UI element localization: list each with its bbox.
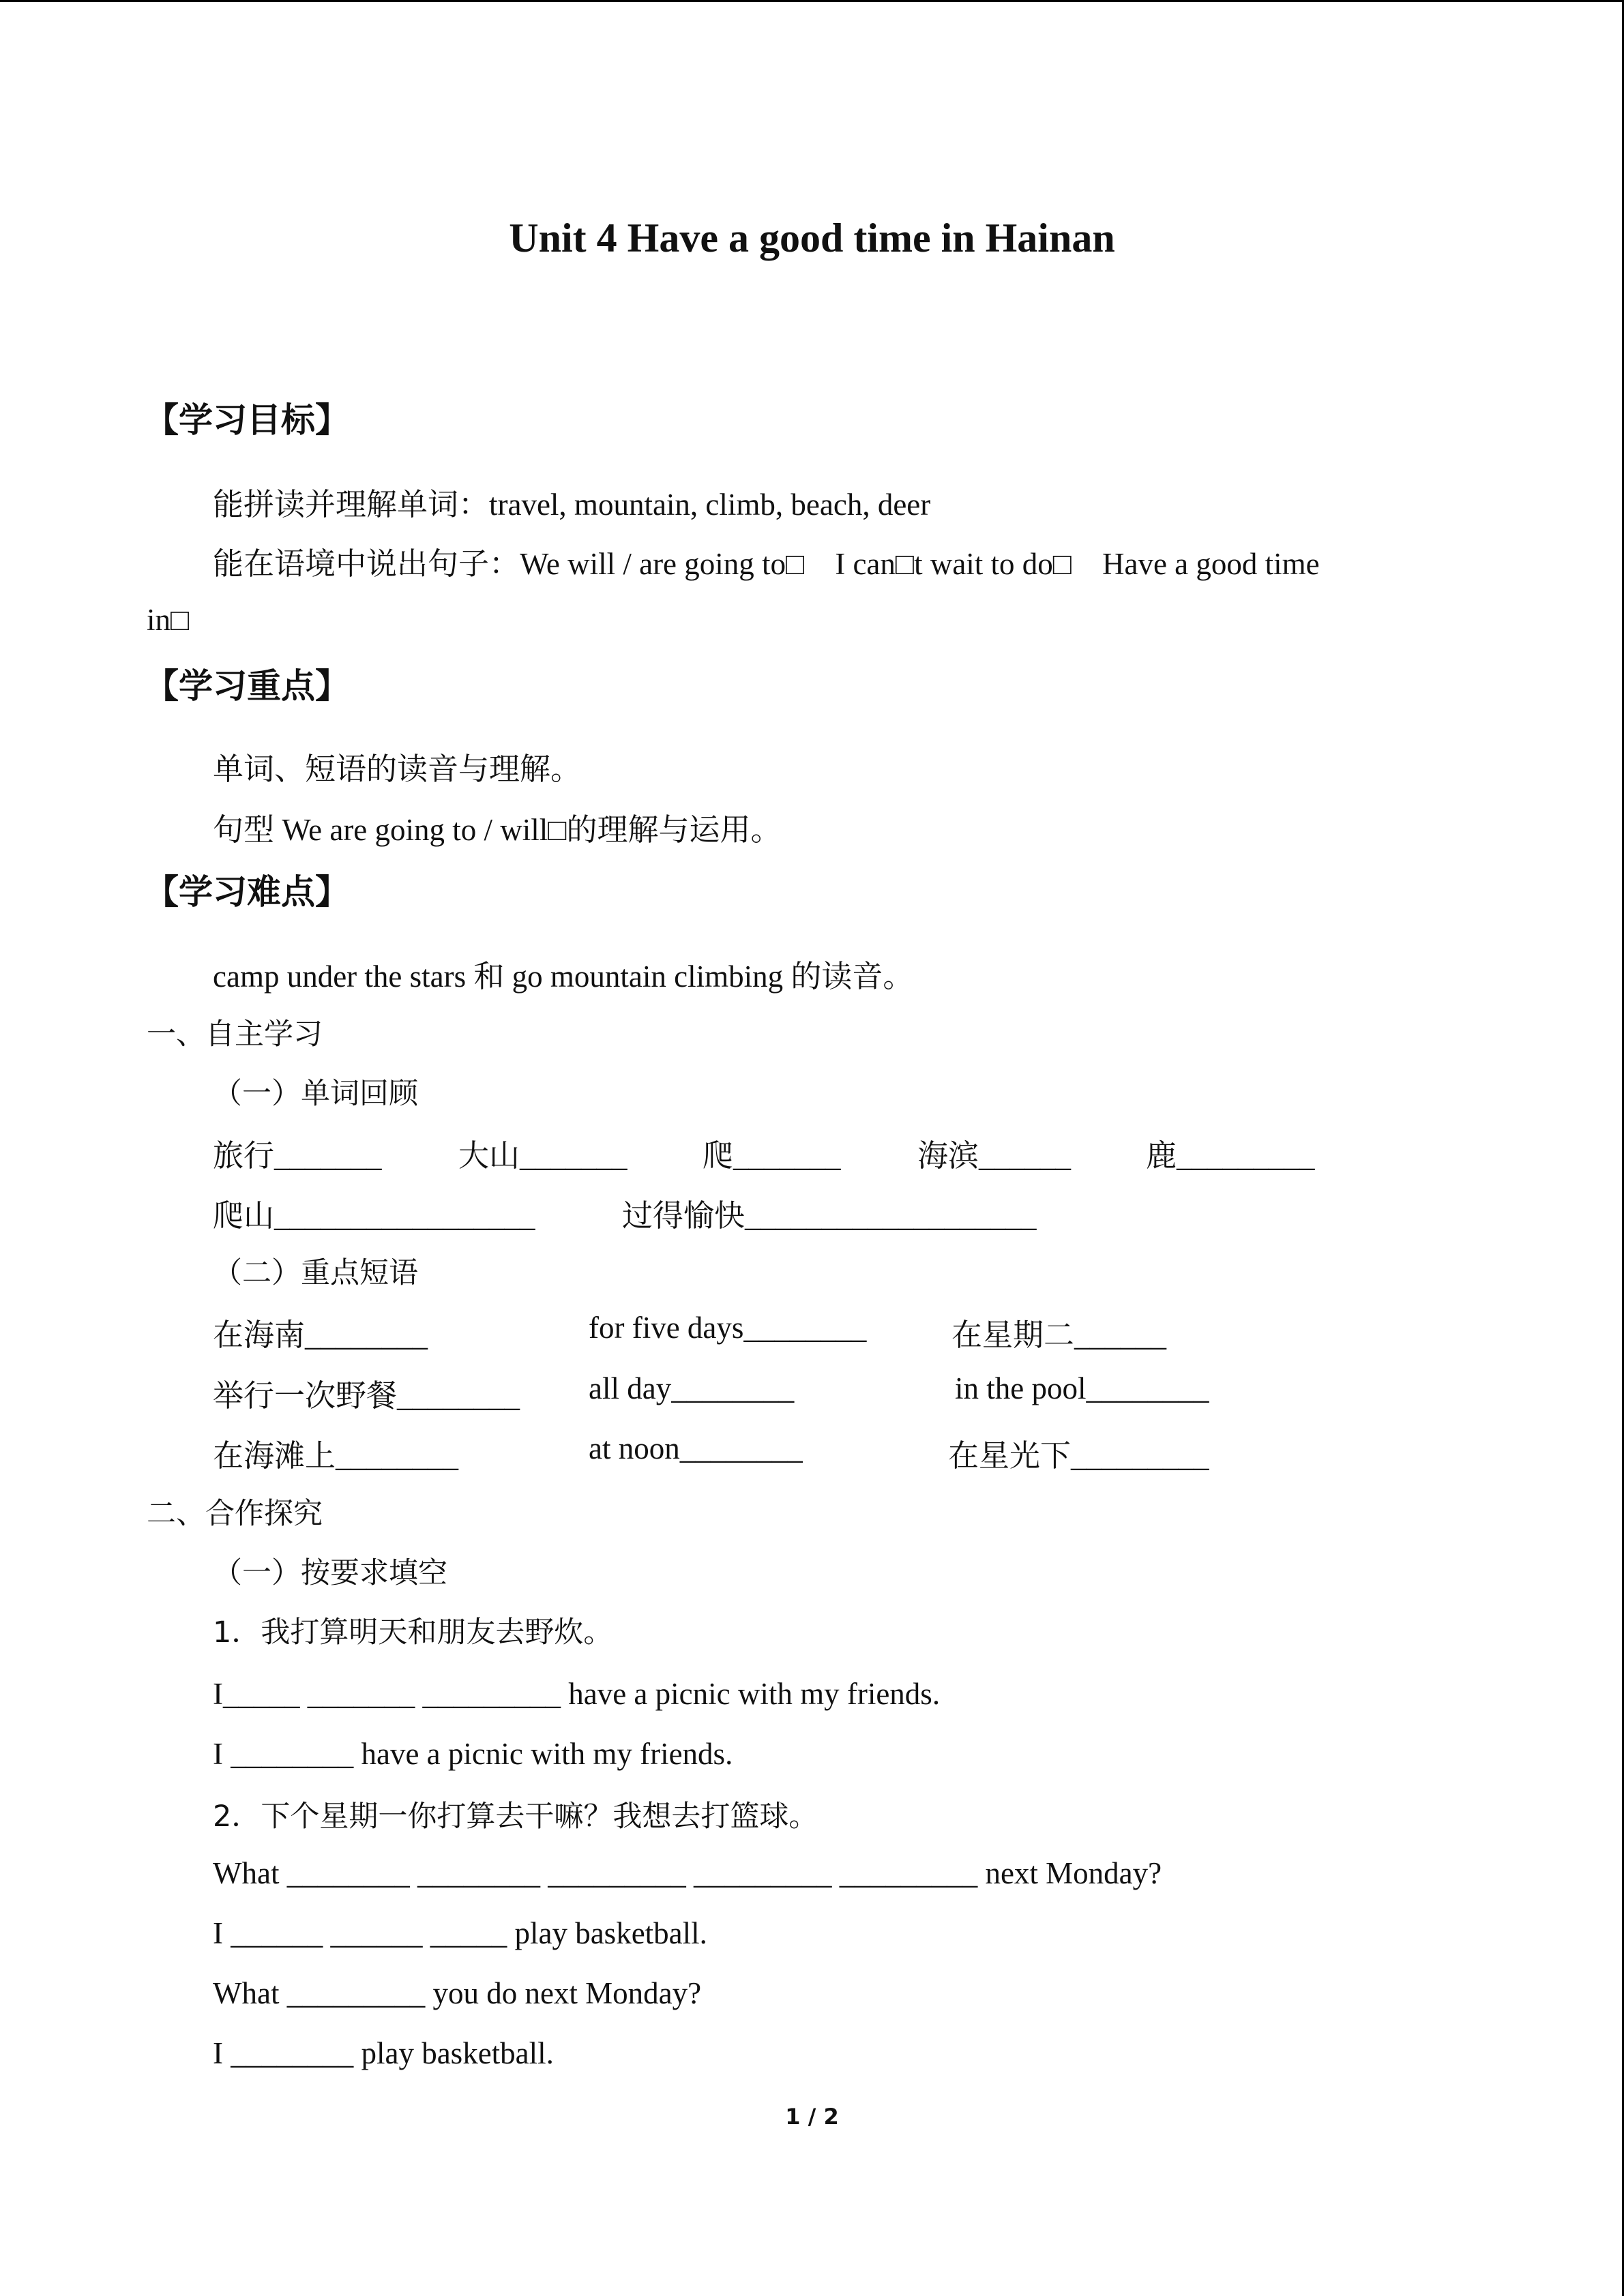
vocab-item: 爬_______ — [703, 1139, 841, 1173]
question-1b: I ________ have a picnic with my friends. — [213, 1737, 733, 1771]
question-2d: I ________ play basketball. — [213, 2036, 554, 2070]
focus-line-1: 单词、短语的读音与理解。 — [213, 752, 582, 786]
vocab-item: 大山_______ — [458, 1139, 628, 1173]
phrase-item: in the pool________ — [955, 1371, 1209, 1405]
phrase-item: 在海滩上________ — [213, 1439, 459, 1473]
focus-line-2: 句型 We are going to / will□的理解与运用。 — [213, 813, 782, 847]
phrase-item: all day________ — [589, 1371, 795, 1405]
vocab-item: 过得愉快___________________ — [622, 1199, 1037, 1233]
page-number: 1 / 2 — [785, 2104, 839, 2130]
difficulty-heading: 【学习难点】 — [145, 872, 349, 912]
question-1: 1．我打算明天和朋友去野炊。 — [213, 1615, 613, 1650]
question-2: 2．下个星期一你打算去干嘛？我想去打篮球。 — [213, 1800, 818, 1834]
section1-sub2: （二）重点短语 — [213, 1256, 418, 1290]
phrase-item: 举行一次野餐________ — [213, 1379, 520, 1413]
goals-heading: 【学习目标】 — [145, 400, 349, 440]
question-2a: What ________ ________ _________ _________ _________ next Monday? — [213, 1856, 1162, 1890]
difficulty-line-1: camp under the stars 和 go mountain climbing 的读音。 — [213, 959, 914, 994]
phrase-item: at noon________ — [589, 1431, 803, 1465]
phrase-item: for five days________ — [589, 1311, 867, 1345]
section1-heading: 一、自主学习 — [147, 1017, 323, 1052]
goals-line-2: 能在语境中说出句子：We will / are going to□ I can□t wait to do□ Have a good time — [213, 547, 1320, 581]
vocab-item: 鹿_________ — [1146, 1139, 1315, 1173]
question-2b: I ______ ______ _____ play basketball. — [213, 1916, 707, 1950]
vocab-item: 爬山_________________ — [213, 1199, 535, 1233]
goals-line-1: 能拼读并理解单词：travel, mountain, climb, beach, deer — [213, 488, 931, 522]
phrase-item: 在海南________ — [213, 1318, 428, 1352]
page-title: Unit 4 Have a good time in Hainan — [509, 215, 1115, 260]
phrase-item: 在星光下_________ — [948, 1439, 1209, 1473]
phrase-item: 在星期二______ — [951, 1318, 1167, 1352]
focus-heading: 【学习重点】 — [145, 666, 349, 706]
question-2c: What _________ you do next Monday? — [213, 1976, 702, 2010]
section2-heading: 二、合作探究 — [147, 1497, 323, 1531]
goals-line-2b: in□ — [147, 603, 190, 637]
section1-sub1: （一）单词回顾 — [213, 1077, 418, 1111]
vocab-item: 旅行_______ — [213, 1139, 382, 1173]
question-1a: I_____ _______ _________ have a picnic with my friends. — [213, 1677, 941, 1711]
section2-sub1: （一）按要求填空 — [213, 1556, 447, 1590]
vocab-item: 海滨______ — [917, 1139, 1072, 1173]
